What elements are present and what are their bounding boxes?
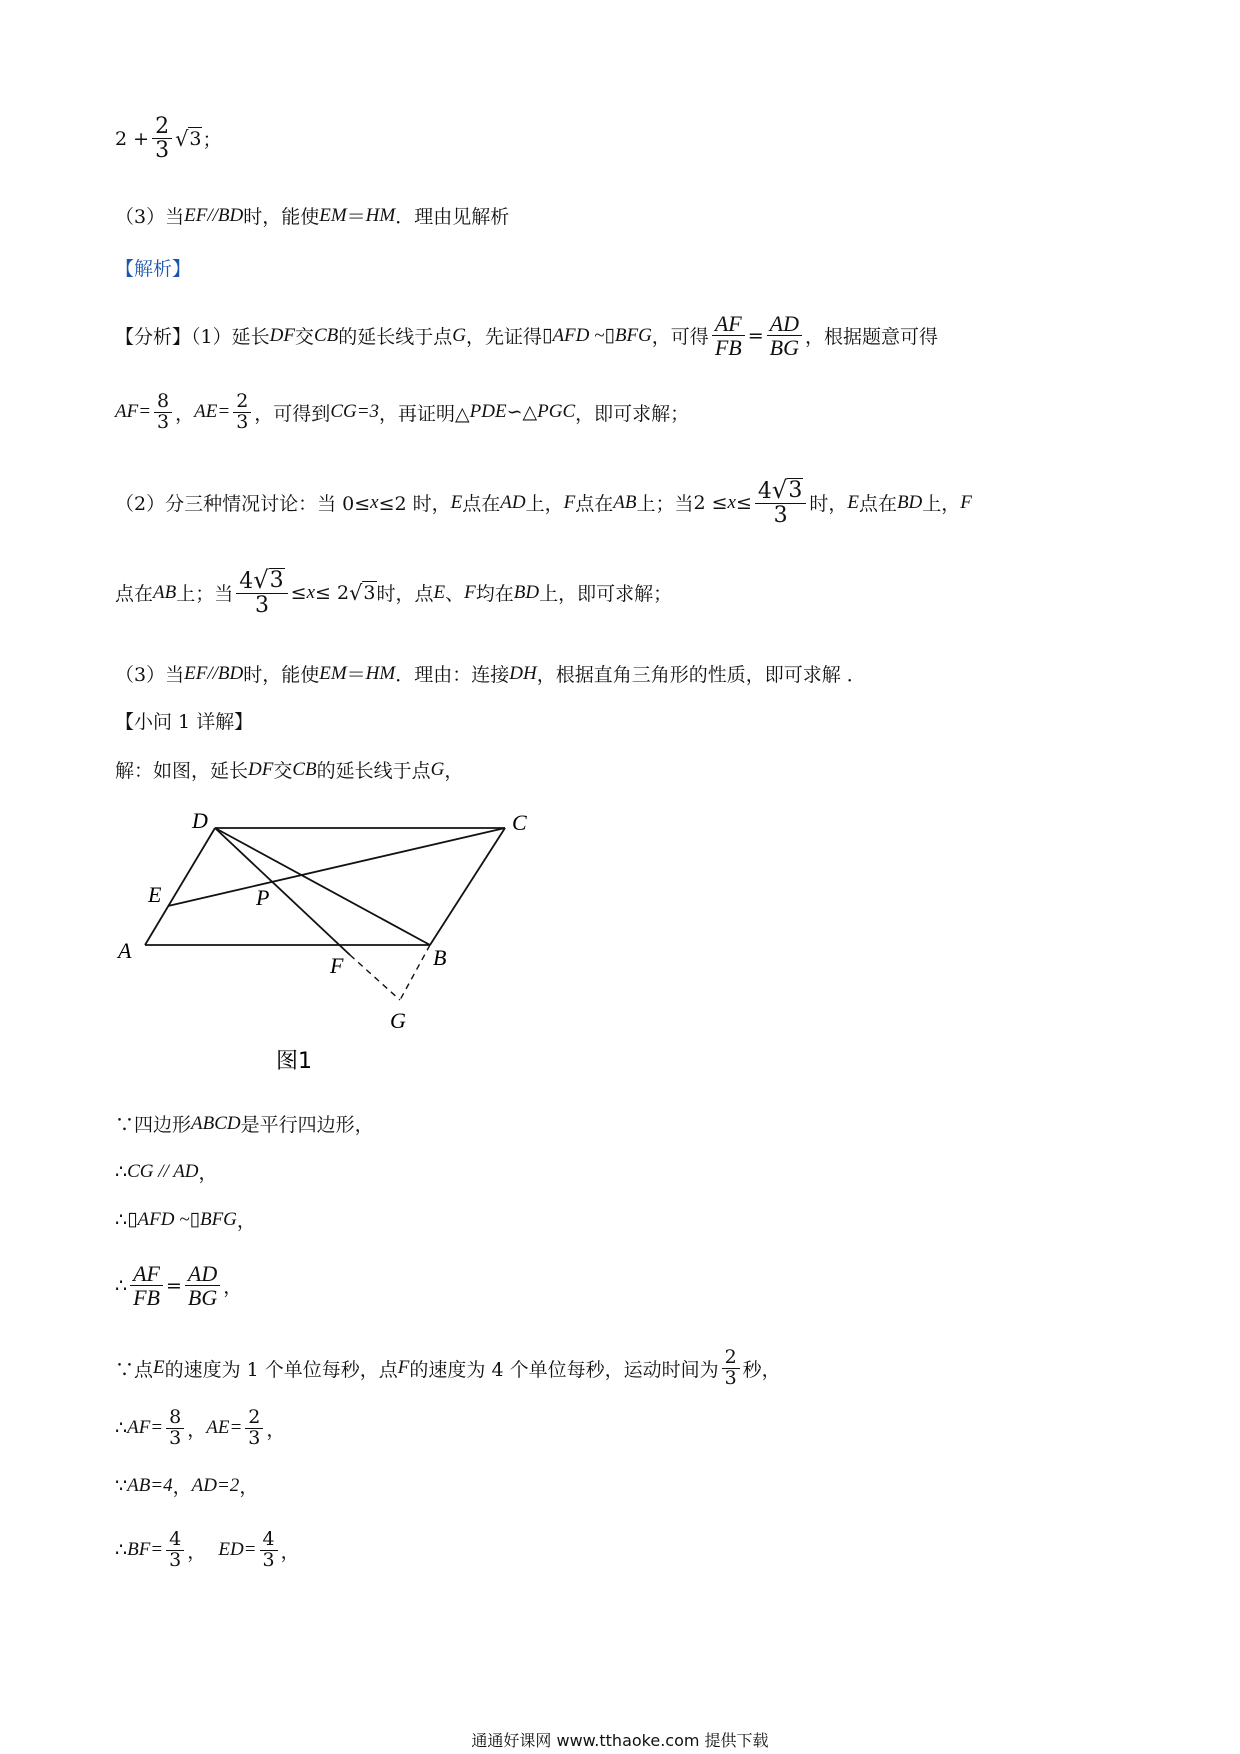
text: ，即可求解； xyxy=(575,402,690,425)
text: 解：如图，延长 xyxy=(115,760,249,782)
text: AB xyxy=(153,581,177,603)
text: = xyxy=(747,324,764,347)
text: （3）当 xyxy=(115,664,185,686)
text: DH xyxy=(509,662,537,684)
text: HM xyxy=(365,204,396,226)
text: ≤2 时， xyxy=(378,493,451,516)
text: ， xyxy=(172,1476,192,1498)
text: 上；当 xyxy=(636,493,694,516)
fraction xyxy=(722,1348,740,1389)
fraction xyxy=(166,1408,184,1449)
text: 的速度为 1 个单位每秒，点 xyxy=(164,1358,398,1381)
text: 、 xyxy=(445,583,465,606)
text: 时，能使 xyxy=(243,664,320,686)
text: ∴ xyxy=(115,1274,128,1297)
text: ∵ xyxy=(115,1474,128,1497)
text: ， xyxy=(187,1540,207,1563)
text: 【小问 1 详解】 xyxy=(115,711,254,733)
text: ABCD xyxy=(191,1112,241,1134)
denominator: 3 xyxy=(169,1426,182,1449)
text: // xyxy=(207,662,218,684)
numerator: 2 xyxy=(233,392,251,413)
segment-db xyxy=(215,828,430,945)
text: EM xyxy=(319,662,347,684)
step-4 xyxy=(115,1262,242,1309)
text: BD xyxy=(896,491,923,513)
step-8 xyxy=(115,1530,300,1571)
text: F xyxy=(960,491,972,513)
text: 交 xyxy=(273,760,293,782)
text: EF xyxy=(184,204,208,226)
text: 的延长线于点 xyxy=(338,326,453,349)
text: 上，即可求解； xyxy=(539,583,673,606)
label-b: B xyxy=(433,945,447,970)
denominator: FB xyxy=(133,1285,160,1311)
text: x xyxy=(370,491,379,513)
label-p: P xyxy=(256,885,270,910)
numerator: AF xyxy=(712,312,745,336)
text: AD xyxy=(500,491,526,513)
denominator: 3 xyxy=(248,1426,261,1449)
radicand: 3 xyxy=(363,581,376,604)
denominator: BG xyxy=(187,1285,218,1311)
text: 均在 xyxy=(475,583,514,606)
text: AB xyxy=(613,491,637,513)
text: 上， xyxy=(922,493,961,516)
text: 时， xyxy=(809,493,848,516)
text: 点在 xyxy=(462,493,501,516)
text: ，先证得 xyxy=(465,326,542,349)
text: ∴ xyxy=(115,1208,128,1231)
radicand: 3 xyxy=(189,127,202,150)
numerator: 2 xyxy=(152,115,172,139)
text: ∴ xyxy=(115,1539,128,1562)
text: AE= xyxy=(206,1417,243,1439)
sqrt: √ 3 xyxy=(349,580,376,605)
text: ≤ xyxy=(290,581,307,604)
radicand: 3 xyxy=(269,568,284,593)
step-5 xyxy=(115,1348,781,1389)
text: （3）当 xyxy=(115,206,185,228)
step-3 xyxy=(115,1206,256,1233)
text: CB xyxy=(292,758,317,780)
numerator: 8 xyxy=(166,1408,184,1429)
page-footer: 通通好课网 www.tthaoke.com 提供下载 xyxy=(471,1731,769,1750)
figure-caption: 图1 xyxy=(276,1049,312,1074)
label-e: E xyxy=(148,882,162,907)
text: ．理由见解析 xyxy=(395,206,510,228)
fraction xyxy=(185,1262,220,1309)
text: EM xyxy=(319,204,347,226)
text: ．理由：连接 xyxy=(395,664,510,686)
text: ∴ xyxy=(115,1160,128,1183)
text: = xyxy=(165,1274,182,1297)
text: E xyxy=(847,491,859,513)
text: BD xyxy=(217,204,244,226)
text: HM xyxy=(365,662,396,684)
text: 的速度为 4 个单位每秒，运动时间为 xyxy=(409,1358,719,1381)
fraction xyxy=(260,1530,278,1571)
text: AB=4 xyxy=(127,1474,173,1496)
text: ， xyxy=(198,1162,218,1184)
text: 是平行四边形， xyxy=(240,1114,374,1136)
sqrt: √ 3 xyxy=(771,476,803,504)
text: E xyxy=(433,581,446,603)
text: BF= xyxy=(127,1539,164,1561)
text: 【解析】 xyxy=(115,258,192,280)
segment-df xyxy=(215,828,350,955)
text: ▯AFD ~▯BFG xyxy=(127,1209,237,1230)
text: ，再证明△ xyxy=(379,402,470,425)
text: ，可得 xyxy=(651,326,709,349)
text: ，根据直角三角形的性质，即可求解 ． xyxy=(536,664,866,686)
text: 点在 xyxy=(858,493,897,516)
segment-cb xyxy=(430,828,505,945)
text: CB xyxy=(313,324,339,346)
text: 2 ≤ xyxy=(693,491,728,514)
text: ， xyxy=(444,760,464,782)
text: EF xyxy=(184,662,208,684)
text: ， xyxy=(223,1276,243,1299)
text: ， xyxy=(266,1418,286,1441)
denominator: BG xyxy=(769,335,799,361)
text: ≤ xyxy=(735,491,752,514)
text: AE= xyxy=(194,401,231,423)
text: x xyxy=(727,491,736,513)
text: CG // AD xyxy=(127,1160,199,1182)
text: ＝ xyxy=(346,206,366,228)
text: DF xyxy=(248,758,274,780)
numerator: 8 xyxy=(154,392,172,413)
dashed-fg xyxy=(350,955,400,1000)
text: ， xyxy=(280,1540,300,1563)
text: ； xyxy=(202,129,222,152)
text: ＝ xyxy=(346,664,366,686)
text: F xyxy=(563,491,576,513)
text: ∽△ xyxy=(506,401,538,424)
denominator: 3 xyxy=(724,1366,737,1389)
text: PGC xyxy=(537,401,576,423)
text: ∵点 xyxy=(115,1358,154,1381)
numerator: 2 xyxy=(245,1408,263,1429)
text: AF= xyxy=(127,1417,164,1439)
text: 秒， xyxy=(742,1358,781,1381)
text: G xyxy=(452,324,466,346)
dashed-bg xyxy=(400,945,430,1000)
text: ∴ xyxy=(115,1417,128,1440)
numerator: AF xyxy=(130,1262,163,1286)
denominator: 3 xyxy=(169,1548,182,1571)
numerator: 4 xyxy=(166,1530,184,1551)
denominator: 3 xyxy=(155,138,170,164)
step-2 xyxy=(115,1158,218,1185)
text: 上；当 xyxy=(176,583,234,606)
text: BD xyxy=(513,581,540,603)
text: F xyxy=(464,581,476,603)
fraction xyxy=(245,1408,263,1449)
text: ≤ 2 xyxy=(315,581,350,604)
step-1 xyxy=(115,1110,374,1137)
fraction xyxy=(130,1262,163,1309)
text: 4 xyxy=(757,479,772,504)
text: // xyxy=(207,204,218,226)
text: ∵四边形 xyxy=(115,1114,192,1136)
radicand: 3 xyxy=(788,478,803,503)
text: BD xyxy=(217,662,244,684)
denominator: 3 xyxy=(236,410,249,433)
text: DF xyxy=(269,324,295,346)
text: 时，能使 xyxy=(243,206,320,228)
text: ， xyxy=(187,1418,207,1441)
numerator: 4 xyxy=(260,1530,278,1551)
denominator: 3 xyxy=(254,593,269,619)
text: E xyxy=(450,491,463,513)
text: ，根据题意可得 xyxy=(804,326,938,349)
sqrt: √ 3 xyxy=(175,126,202,151)
denominator: 3 xyxy=(157,410,170,433)
sqrt: √ 3 xyxy=(253,566,284,594)
label-c: C xyxy=(512,810,527,835)
text: ， xyxy=(175,402,195,425)
text: 2 + xyxy=(115,127,150,150)
numerator: 2 xyxy=(722,1348,740,1369)
numerator: AD xyxy=(767,312,802,336)
text: ， xyxy=(236,1210,256,1232)
text: CG=3 xyxy=(330,401,380,423)
text: x xyxy=(306,581,316,603)
label-a: A xyxy=(118,938,132,963)
text: ▯AFD ~▯BFG xyxy=(541,325,652,347)
step-6 xyxy=(115,1408,285,1449)
text: 上， xyxy=(525,493,564,516)
text: （2）分三种情况讨论：当 0≤ xyxy=(115,493,371,516)
fraction xyxy=(166,1530,184,1571)
numerator: AD xyxy=(185,1262,220,1286)
label-f: F xyxy=(330,953,344,978)
step-7 xyxy=(115,1472,258,1499)
text: PDE xyxy=(469,401,507,423)
text: 交 xyxy=(294,326,314,349)
text: E xyxy=(153,1357,165,1379)
text: 【分析】（1）延长 xyxy=(115,326,270,349)
text: ，可得到 xyxy=(254,402,331,425)
text: 点在 xyxy=(115,583,154,606)
denominator: FB xyxy=(714,335,742,361)
text: ， xyxy=(239,1476,259,1498)
denominator: 3 xyxy=(773,503,788,529)
text: ED= xyxy=(218,1539,257,1561)
text: 4 xyxy=(239,569,254,594)
text: 点在 xyxy=(575,493,614,516)
denominator: 3 xyxy=(262,1548,275,1571)
text: F xyxy=(397,1357,410,1379)
text: AD=2 xyxy=(191,1474,240,1496)
text: AF= xyxy=(115,401,152,423)
text: 时，点 xyxy=(376,583,434,606)
label-d: D xyxy=(192,808,208,833)
label-g: G xyxy=(390,1008,406,1033)
text: 的延长线于点 xyxy=(316,760,431,782)
text: G xyxy=(430,758,445,780)
